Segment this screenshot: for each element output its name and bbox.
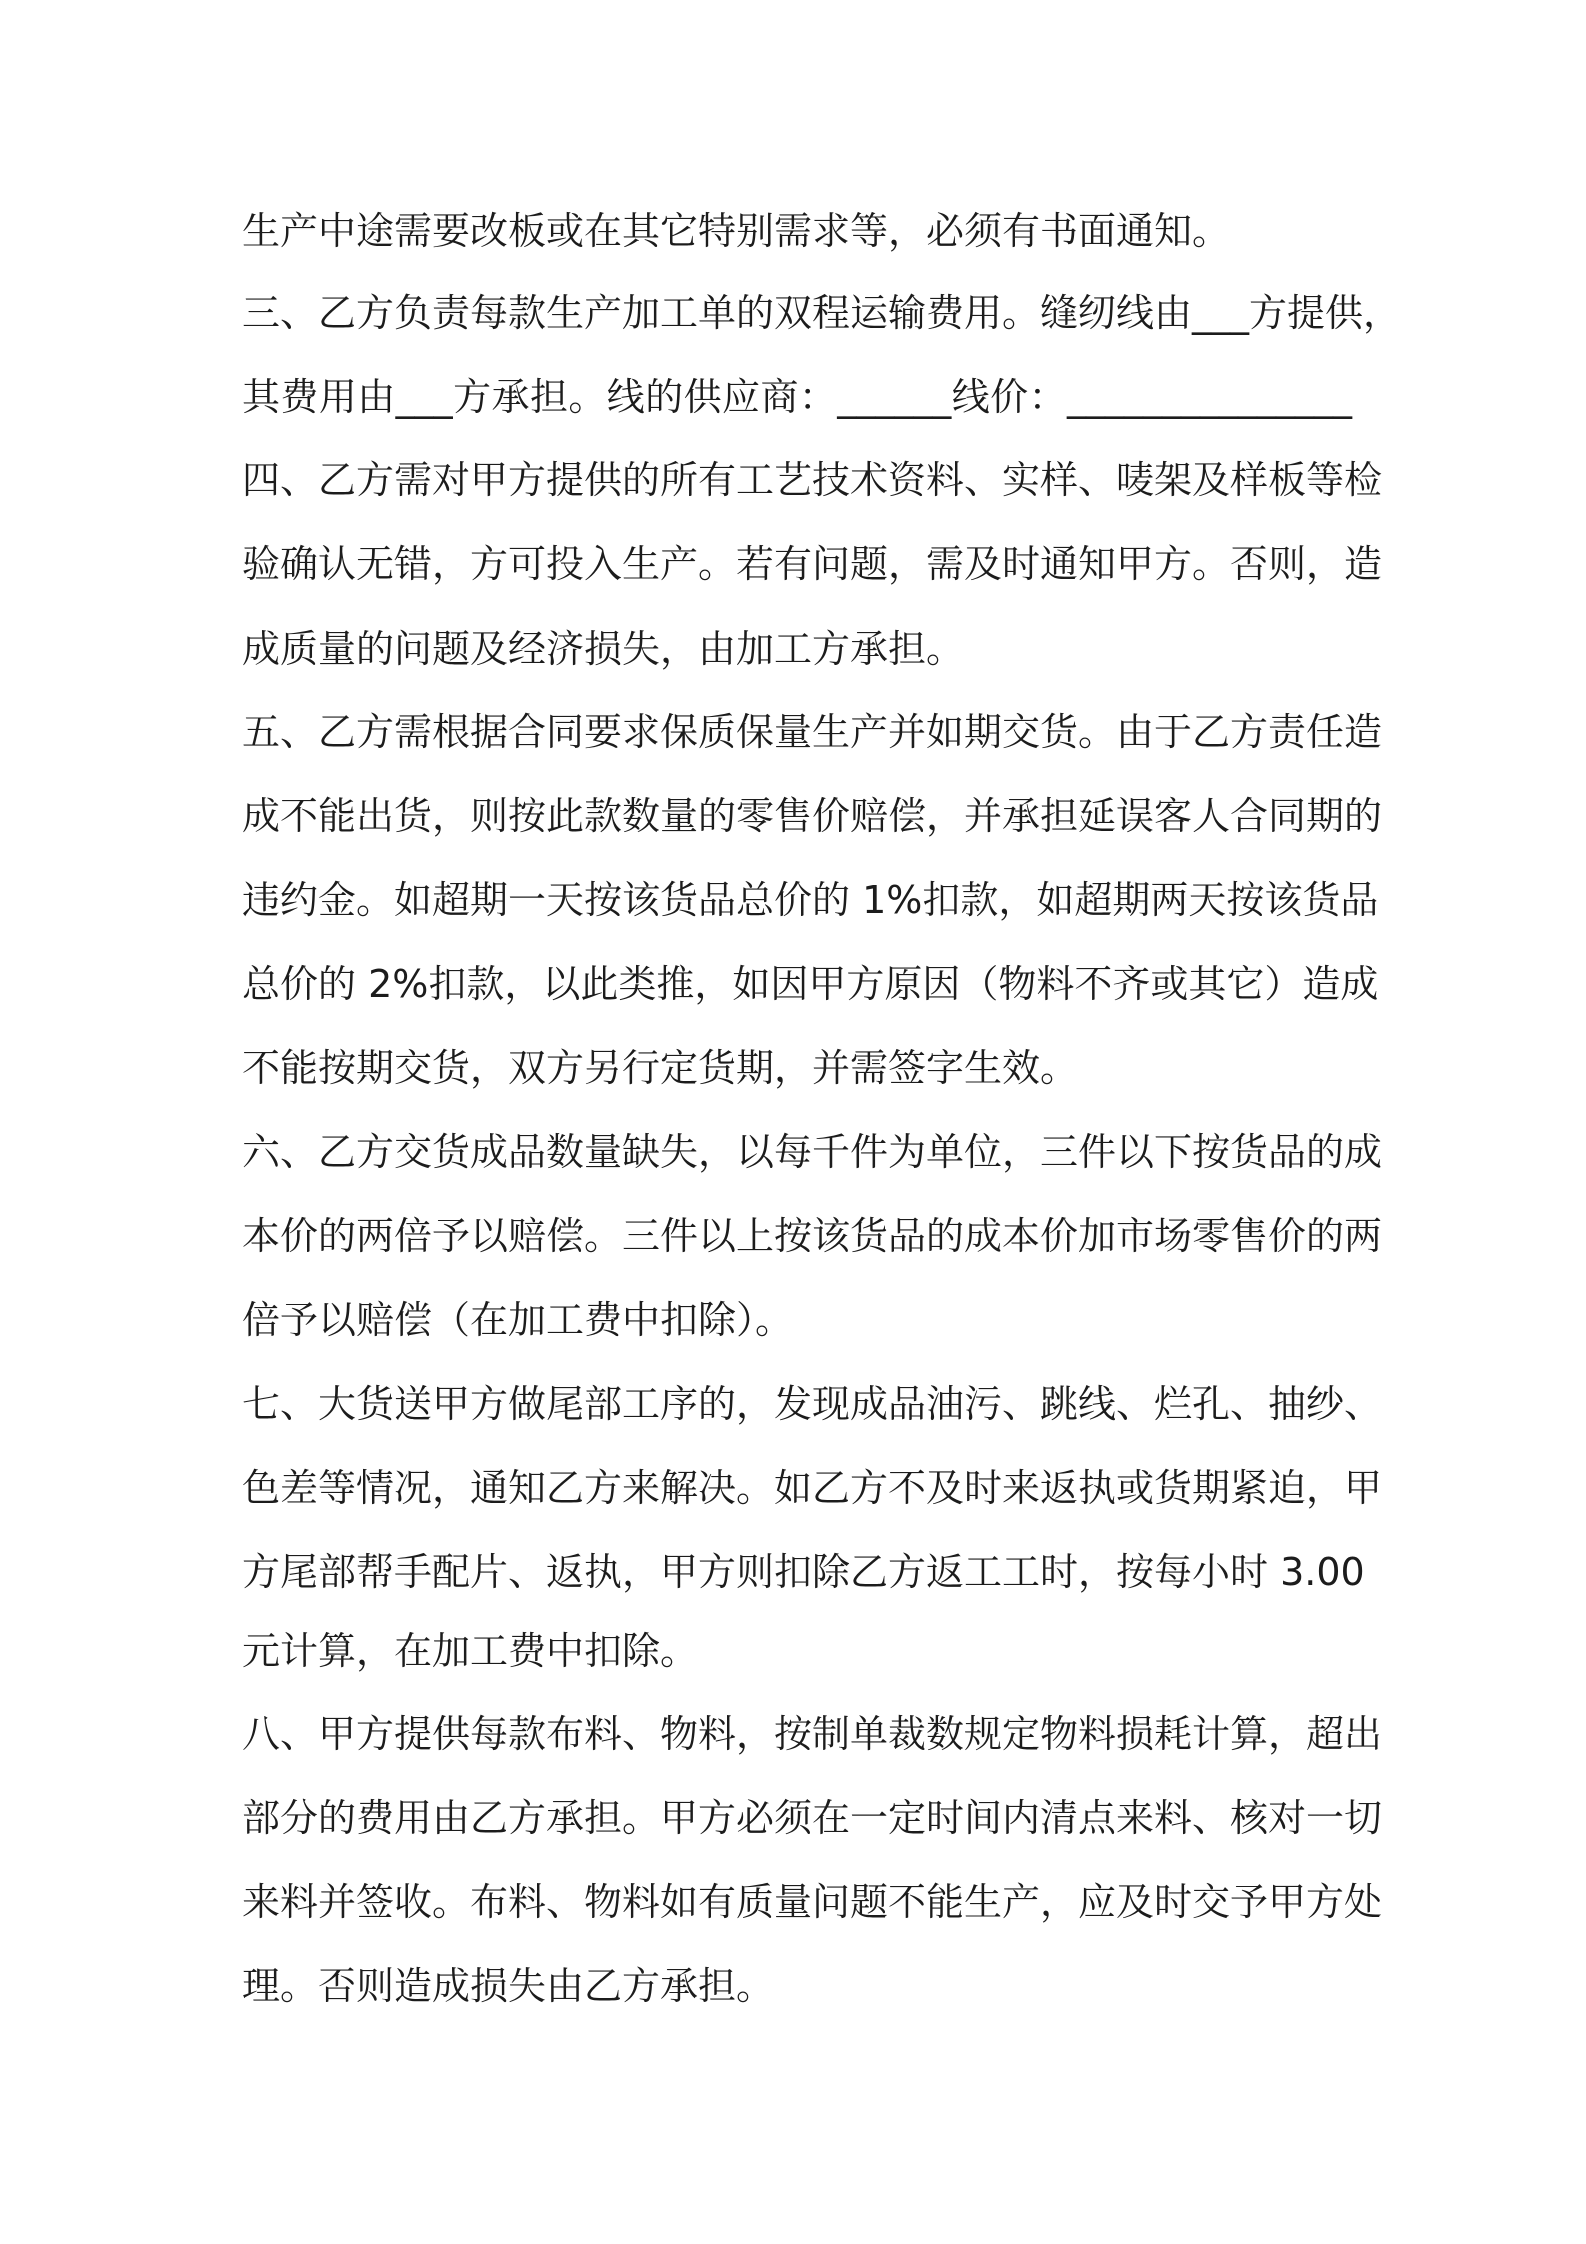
text-line: 元计算，在加工费中扣除。 [242, 1629, 699, 1673]
text-line: 部分的费用由乙方承担。甲方必须在一定时间内清点来料、核对一切 [242, 1796, 1383, 1840]
text-line: 其费用由___方承担。线的供应商：______线价：_______________ [242, 375, 1352, 419]
text-line: 六、乙方交货成品数量缺失，以每千件为单位，三件以下按货品的成 [242, 1130, 1383, 1174]
text-line: 八、甲方提供每款布料、物料，按制单裁数规定物料损耗计算，超出 [242, 1712, 1383, 1756]
text-line: 三、乙方负责每款生产加工单的双程运输费用。缝纫线由___方提供， [242, 291, 1402, 335]
text-line: 违约金。如超期一天按该货品总价的 1%扣款，如超期两天按该货品 [242, 878, 1379, 922]
text-line: 成质量的问题及经济损失，由加工方承担。 [242, 627, 965, 671]
text-line: 总价的 2%扣款，以此类推，如因甲方原因（物料不齐或其它）造成 [242, 962, 1379, 1006]
text-line: 倍予以赔偿（在加工费中扣除）。 [242, 1298, 794, 1342]
text-line: 方尾部帮手配片、返执，甲方则扣除乙方返工工时，按每小时 3.00 [242, 1550, 1365, 1594]
text-line: 来料并签收。布料、物料如有质量问题不能生产，应及时交予甲方处 [242, 1880, 1383, 1924]
text-line: 四、乙方需对甲方提供的所有工艺技术资料、实样、唛架及样板等检 [242, 458, 1383, 502]
text-line: 成不能出货，则按此款数量的零售价赔偿，并承担延误客人合同期的 [242, 794, 1383, 838]
text-line: 本价的两倍予以赔偿。三件以上按该货品的成本价加市场零售价的两 [242, 1214, 1383, 1258]
text-line: 七、大货送甲方做尾部工序的，发现成品油污、跳线、烂孔、抽纱、 [242, 1382, 1383, 1426]
text-line: 理。否则造成损失由乙方承担。 [242, 1964, 775, 2008]
text-line: 五、乙方需根据合同要求保质保量生产并如期交货。由于乙方责任造 [242, 710, 1383, 754]
text-line: 不能按期交货，双方另行定货期，并需签字生效。 [242, 1046, 1079, 1090]
text-line: 验确认无错，方可投入生产。若有问题，需及时通知甲方。否则，造 [242, 542, 1383, 586]
text-line: 色差等情况，通知乙方来解决。如乙方不及时来返执或货期紧迫，甲 [242, 1466, 1383, 1510]
text-line: 生产中途需要改板或在其它特别需求等，必须有书面通知。 [242, 209, 1231, 253]
